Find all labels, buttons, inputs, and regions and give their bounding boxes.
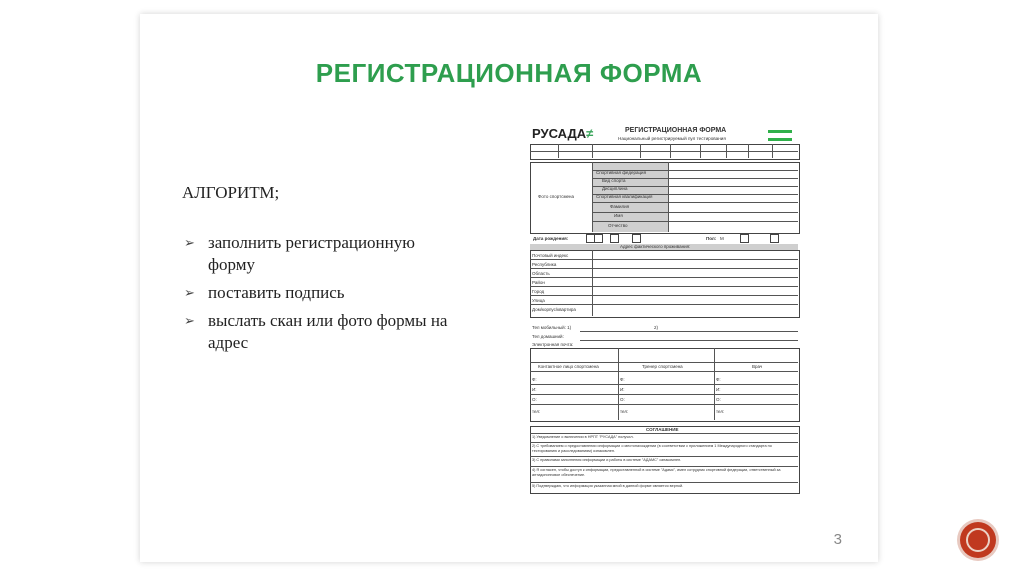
page-number: 3 bbox=[833, 531, 842, 548]
flag-bar bbox=[768, 130, 792, 133]
arrow-icon: ➢ bbox=[184, 235, 195, 250]
list-item: ➢ выслать скан или фото формы на адрес bbox=[184, 311, 448, 352]
circle-icon bbox=[966, 528, 990, 552]
code-grid bbox=[530, 144, 800, 160]
contacts-block bbox=[530, 348, 800, 422]
arrow-icon: ➢ bbox=[184, 285, 195, 300]
registration-form-image: РУСАДА≠ РЕГИСТРАЦИОННАЯ ФОРМА Национальный регистрируемый пул тестирования Фото спортсмена Спортивная федерация Вид спорта Дисциплина Спортивная квалификация Фамилия Имя Отчество Дата рождения: Пол: М Адрес фактического проживания: Почтовый индекс Республика Область Район Город Улица Дом/корпус/квартира Тел мобильный: 1) 2) Тел домашний: Электронная почта: Контактное лицо спортсмена Тренер спортсмена Врач Ф: И: О: тел: Ф: И: О: тел: Ф: И: О: тел: СОГЛАШЕНИЕ 1) Уведомление о включении в НРПТ "РУСАДА" получил. 2) С требованием о предоставлении информации о местонахождении (в соответствии с приложением 1 Международного стандарта по тестированию и расследованиям) ознакомлен. 3) С правилами заполнения информации и работы в системе "АДАМС" ознакомлен. 4) Я согласен, чтобы доступ к информации, предоставленной в системе "Адамс", имел сотрудник спортивной федерации, ответственный за антидопинговое обеспечение. 5) Подтверждаю, что информация указанная мной в данной форме является верной. bbox=[530, 126, 798, 494]
arrow-icon: ➢ bbox=[184, 313, 195, 328]
slide-title: РЕГИСТРАЦИОННАЯ ФОРМА bbox=[315, 58, 703, 88]
rusada-logo: РУСАДА≠ bbox=[532, 126, 594, 141]
algorithm-heading: АЛГОРИТМ; bbox=[182, 183, 280, 202]
list-item: ➢ заполнить регистрационную форму bbox=[184, 233, 415, 274]
algorithm-text bbox=[182, 182, 462, 360]
form-title: РЕГИСТРАЦИОННАЯ ФОРМА bbox=[625, 127, 727, 134]
flag-bar bbox=[768, 138, 792, 141]
bullet-list bbox=[182, 232, 462, 354]
nav-button[interactable] bbox=[960, 522, 996, 558]
form-subtitle: Национальный регистрируемый пул тестирования bbox=[618, 136, 726, 141]
list-item: ➢ поставить подпись bbox=[184, 283, 345, 302]
